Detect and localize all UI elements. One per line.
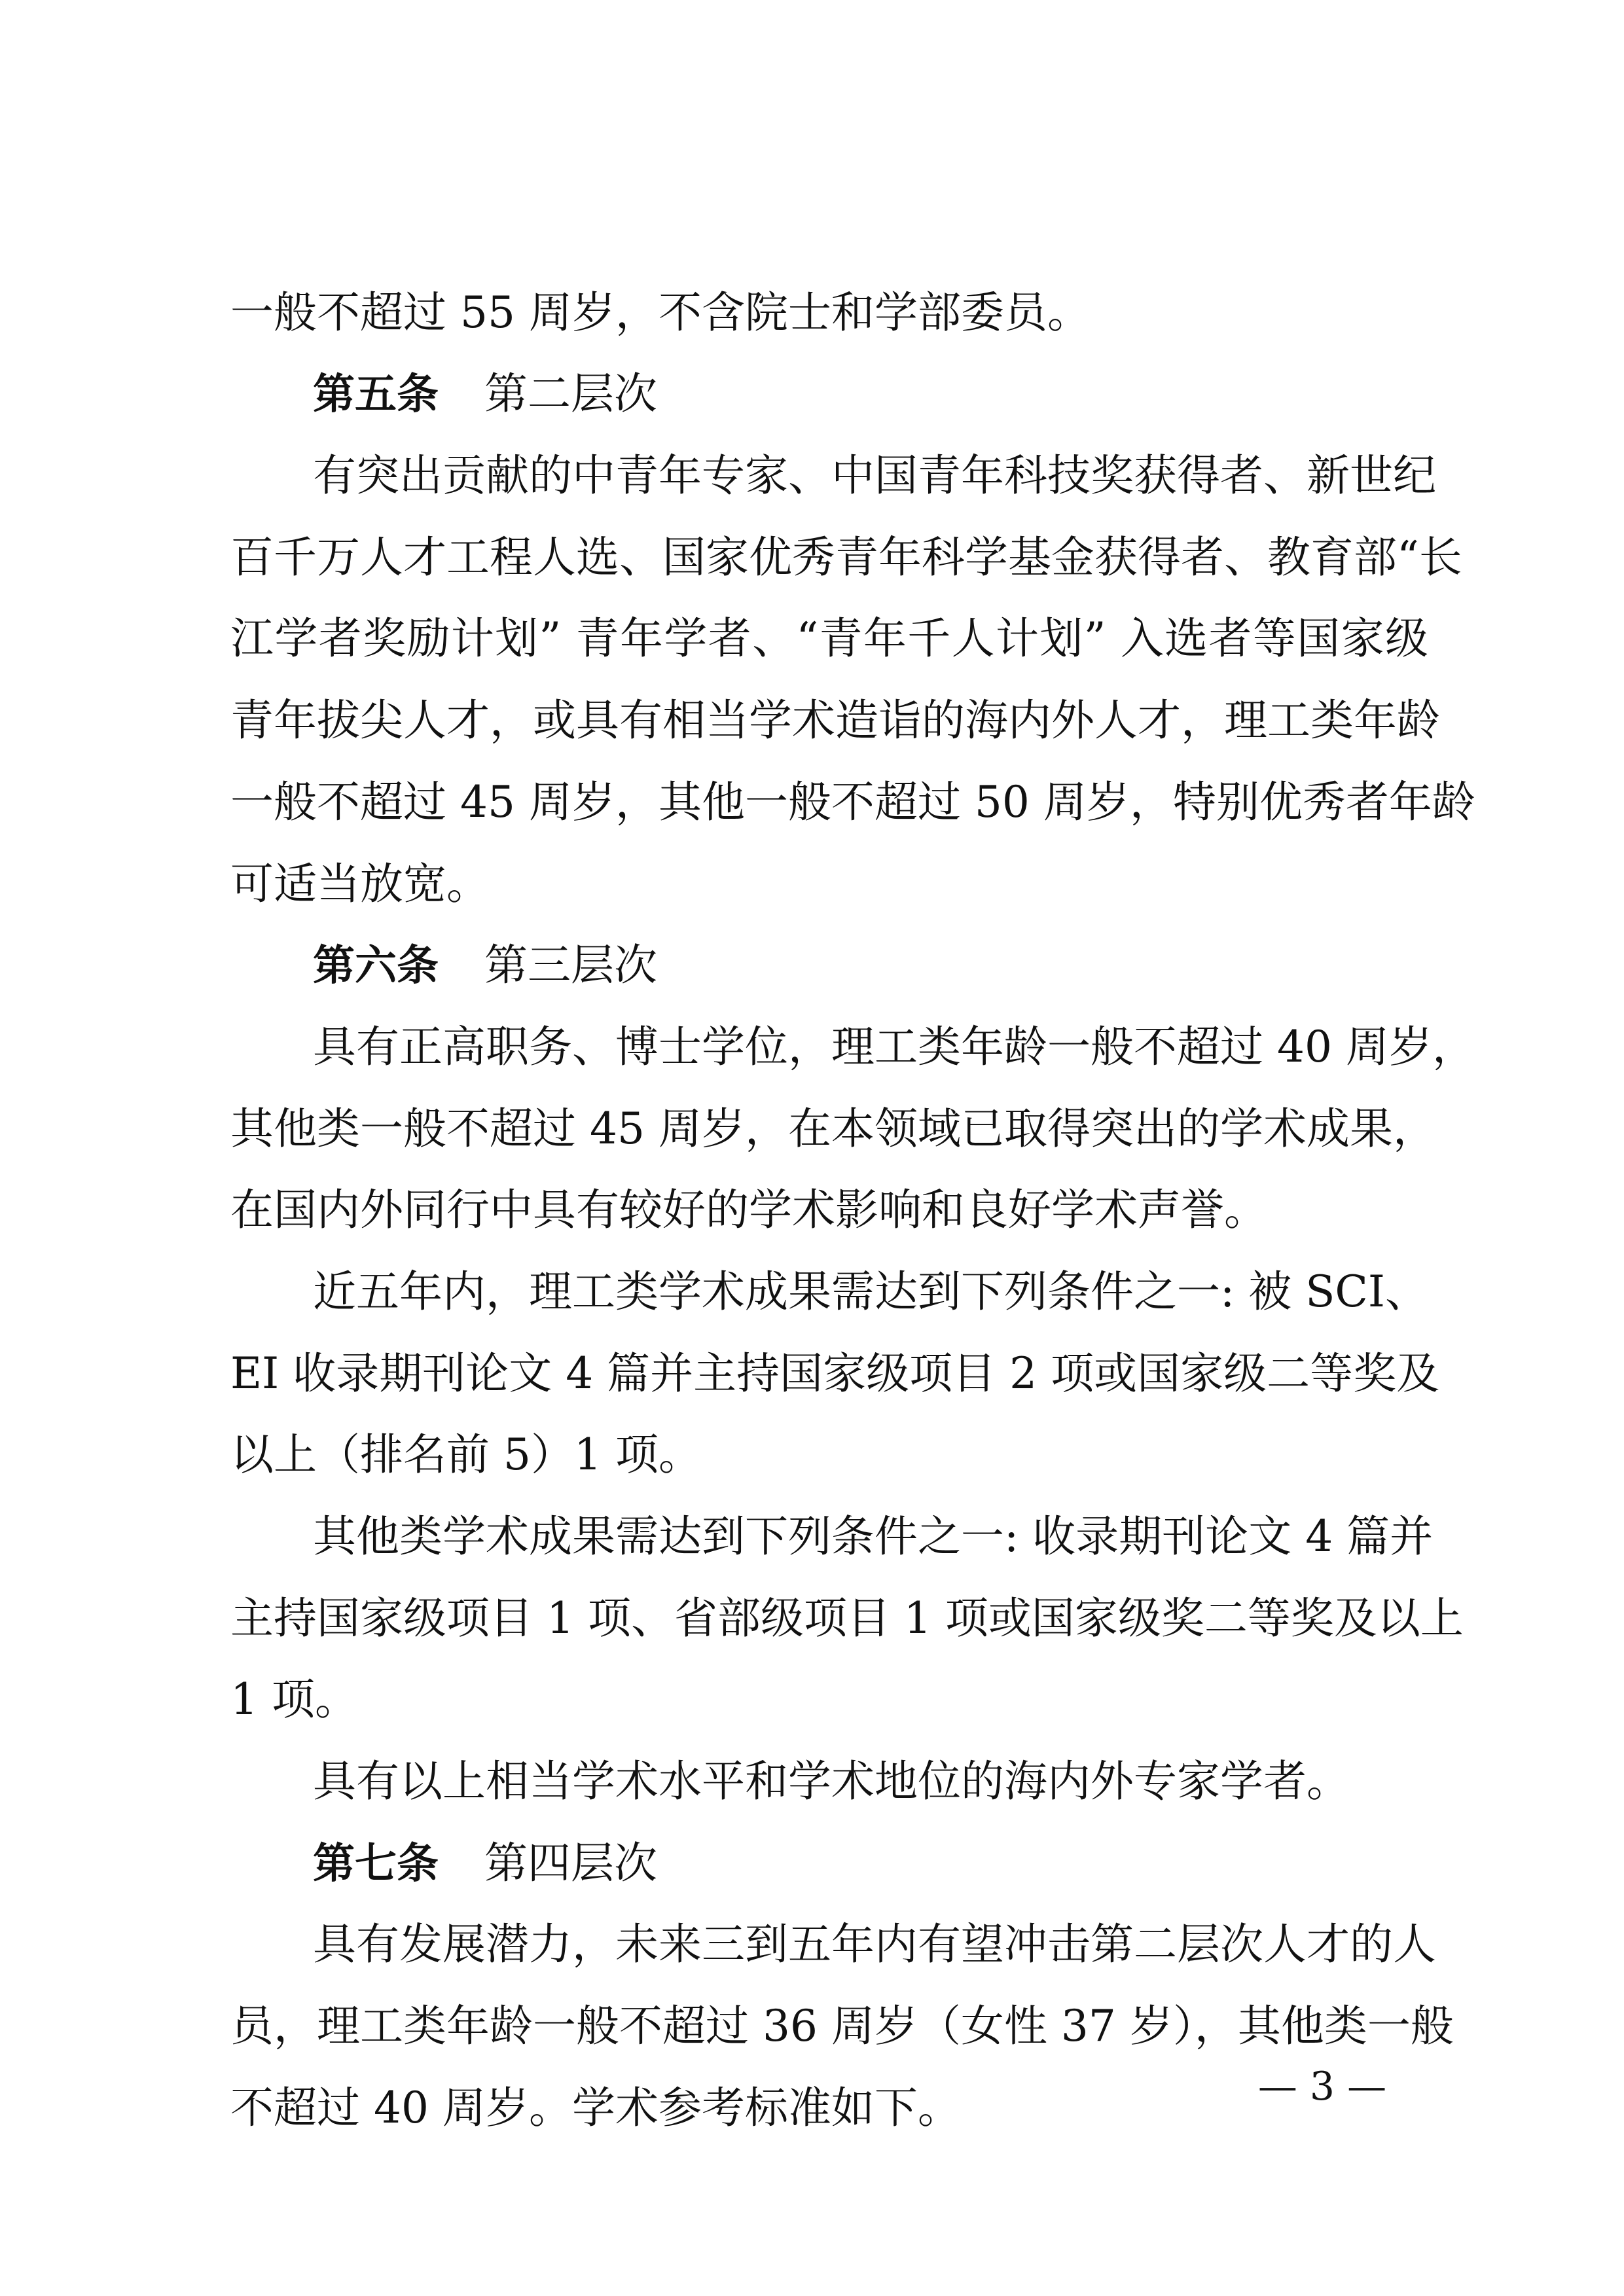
- paragraph-line: 主持国家级项目 1 项、省部级项目 1 项或国家级奖二等奖及以上: [230, 1593, 1464, 1643]
- article-title: 第二层次: [484, 368, 657, 419]
- paragraph-line: 青年拔尖人才，或具有相当学术造诣的海内外人才，理工类年龄: [230, 695, 1440, 745]
- paragraph-line: 可适当放宽。: [230, 859, 490, 909]
- paragraph-line: 其他类一般不超过 45 周岁，在本领域已取得突出的学术成果，: [230, 1103, 1436, 1154]
- paragraph-line: 在国内外同行中具有较好的学术影响和良好学术声誉。: [230, 1185, 1267, 1235]
- paragraph-line: 具有以上相当学术水平和学术地位的海内外专家学者。: [313, 1756, 1350, 1806]
- article-heading: [230, 941, 657, 991]
- article-title: 第三层次: [484, 940, 657, 990]
- paragraph-line: 一般不超过 45 周岁，其他一般不超过 50 周岁，特别优秀者年龄: [230, 777, 1475, 827]
- paragraph-line: EI 收录期刊论文 4 篇并主持国家级项目 2 项或国家级二等奖及: [230, 1348, 1440, 1399]
- paragraph-line: 一般不超过 55 周岁，不含院士和学部委员。: [230, 287, 1091, 338]
- paragraph-line: 有突出贡献的中青年专家、中国青年科技奖获得者、新世纪: [313, 450, 1436, 501]
- paragraph-line: 其他类学术成果需达到下列条件之一: 收录期刊论文 4 篇并: [313, 1511, 1434, 1562]
- article-heading: [230, 1839, 657, 1889]
- article-heading: [230, 369, 657, 420]
- paragraph-line: 具有发展潜力，未来三到五年内有望冲击第二层次人才的人: [313, 1919, 1436, 1969]
- paragraph-line: 近五年内，理工类学术成果需达到下列条件之一: 被 SCI、: [313, 1266, 1428, 1317]
- paragraph-line: 具有正高职务、博士学位，理工类年龄一般不超过 40 周岁，: [313, 1022, 1475, 1072]
- paragraph-line: 不超过 40 周岁。学术参考标准如下。: [230, 2083, 961, 2133]
- article-number: 第五条: [313, 370, 439, 419]
- article-title: 第四层次: [484, 1838, 657, 1888]
- article-number: 第六条: [313, 942, 439, 990]
- paragraph-line: 江学者奖励计划” 青年学者、“青年千人计划” 入选者等国家级: [230, 613, 1428, 664]
- paragraph-line: 百千万人才工程人选、国家优秀青年科学基金获得者、教育部“长: [230, 532, 1462, 583]
- article-number: 第七条: [313, 1840, 439, 1888]
- page-number: — 3 —: [1257, 2064, 1387, 2109]
- paragraph-line: 以上（排名前 5）1 项。: [230, 1429, 702, 1480]
- paragraph-line: 员，理工类年龄一般不超过 36 周岁（女性 37 岁），其他类一般: [230, 2001, 1454, 2051]
- paragraph-line: 1 项。: [230, 1674, 358, 1725]
